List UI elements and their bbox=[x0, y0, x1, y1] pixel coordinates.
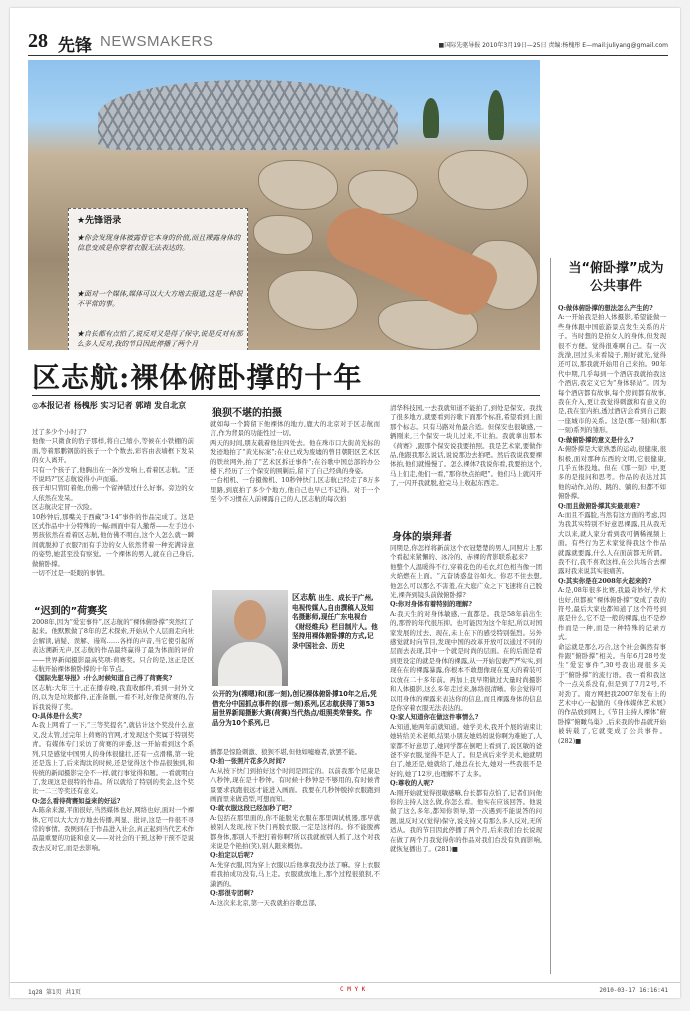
question: Q:尊收的人呢? bbox=[390, 779, 434, 788]
page-header bbox=[28, 30, 668, 56]
print-footer bbox=[10, 982, 680, 998]
question: Q:做体俯卧撑的想法怎么产生的? bbox=[558, 304, 653, 312]
column-3-body bbox=[390, 544, 542, 974]
quote-box-title: ★先锋语录 bbox=[77, 216, 122, 226]
portrait-shirt bbox=[218, 642, 282, 686]
column-1-body bbox=[32, 618, 194, 973]
question: Q:你对身体有着特别的理解? bbox=[390, 600, 472, 609]
paragraph: 孩子却只管盯着他,仿佛一个留神错过什么好事。旁边的女人依然在发呆。 bbox=[32, 484, 194, 502]
column-3-top bbox=[390, 404, 542, 524]
paragraph: 两天的时间,朋友载着他往四处去。他在珠市口大街黄光标的发迹地拍了“黄光标案”;在业已成为废墟的曾目朝阳区艺术区的铁丝网外,拍了“艺术区拆迁事件”;在谷歌中国总部的办公楼下,经历了三个保安的围剿后,留下了自己经典的身姿。 bbox=[210, 438, 380, 476]
portrait-head bbox=[234, 600, 266, 640]
quote-item: ★自长都有点怕了,说反对又是得了保守,说是反对有那么多人反对,我的节目因此停播了两个月 bbox=[77, 330, 243, 348]
question: Q:拍定以后呢? bbox=[210, 851, 254, 860]
question: Q:家人知道你在做这件事情么? bbox=[390, 713, 479, 722]
question: Q:怎么看待荷赛如益来的好运? bbox=[32, 796, 121, 805]
rock bbox=[438, 150, 528, 210]
paragraph: 过了多少个小时了? bbox=[32, 428, 87, 436]
sidebar-body bbox=[558, 304, 666, 974]
footer-timestamp: 2010-03-17 16:16:41 bbox=[599, 987, 668, 994]
portrait-photo bbox=[212, 590, 288, 686]
paragraph: 一台相机、一台摄像机、10秒钟快门,区志航已经走了8万多里路,到底拍了多少个地方,他自己也早已不记得。对于一个至今不习惯在人前裸露自己的人,区志航的每次拍 bbox=[210, 476, 380, 504]
question: 《国际先驱导报》:什么时候知道自己得了荷赛奖? bbox=[32, 674, 173, 683]
subheading: 身体的崇拜者 bbox=[392, 532, 452, 543]
answer: A:我天生的对身体敏感,一直都是。我是58年前出生的,那曾的年代很压抑。也可能因为这个年纪,所以对国家发展的过去、现在,未上在下的感受特别强烈。另外感觉就时向节目,发现中国的改革开放可以通过不同的层面去表现,其中一个就是时尚的层面。在的后面是看到更设定的就是身体的裸露,从一开始包裹严严实实,到现在在的裸露暴露,你根本不敢想像现在夏天的着装可以放在二十多年前。再加上我早期做过大量时尚摄影和人体摄影,这么多年走过来,脉络很清晰。你会觉得可以用身体的裸露来表达你的信息,而且裸露身体的信息是你穿着衣服无法表达的。 bbox=[390, 609, 542, 712]
newspaper-page bbox=[10, 8, 680, 998]
tree bbox=[488, 90, 504, 140]
quote-box bbox=[68, 208, 248, 350]
headline: 区志航:裸体俯卧撑的十年 bbox=[32, 356, 540, 396]
subheading: “迟到的”荷赛奖 bbox=[34, 606, 108, 617]
sidebar-title: 当“俯卧撑”成为公共事件 bbox=[568, 261, 664, 294]
footer-left: 1q28 第1页 共1页 bbox=[28, 989, 81, 996]
paragraph: 就如每一个跨留下他裸体的地方,鹿大的北京对于区志航而言,作为背景的功能性过一切。 bbox=[210, 420, 380, 438]
column-1-intro bbox=[32, 428, 194, 598]
question: Q:具体是什么奖? bbox=[32, 712, 83, 721]
answer: A:陈余来源,平面很好,当然媒体也好,网络也好,面对一个裸体,它可以大大方方地去传播,判显、批评,这是一件很不寻常的事情。我例到在于作品进入社会,真正起到当代艺术作品最重要的功能和意义——对社会的干预,这种干预不是说我去反对它,而是去影响。 bbox=[32, 806, 194, 852]
subheading: 狼狈不堪的拍摄 bbox=[212, 408, 282, 419]
page-number: 28 bbox=[28, 30, 48, 52]
rock bbox=[258, 160, 338, 210]
question: Q:其实你是在2008年火起来的? bbox=[558, 576, 652, 585]
answer: A:我上网看了一下,“三等奖提名”,就估计这个奖没什么意义,没太管,过完年上荷赛的官网,才发现这个奖属于特别奖青。有媒体专门采访了荷赛的评委,这一开始看到这个系列,只是感觉中国男人的身体很健壮,还有一点滑稽,第一轮还是选上了,后来淘汰的时候,还是觉得这个作品很独到,和传统的新闻摄影完全不一样,就行事觉得和题。一看就明白了,发现这是很特的作品。所以就给了特别的奖金,这个奖比一二三等奖还有意义。 bbox=[32, 721, 194, 796]
answer: A:包括在那里面的,你不能脱光衣服在那里调试机器,那早就被别人发现,按下快门再脱衣服,一定是这样的。你不能脱裤都身体,那别人不把打着你啊?所以我就被别人抓了,这个对我来说是个艳拍(笑),别人跟来概仿。 bbox=[210, 813, 380, 851]
section-title: 先锋 bbox=[58, 36, 92, 56]
paragraph: 同期是,你怎样将新前这个衣冠楚楚的男人,同照片上那个看起来紧懈的、冰冷的、赤裸的背影联系起来? bbox=[390, 544, 542, 562]
answer: A:一开始我是拍人体摄影,希望能做一些身体跟中国旅游景点发生关系的片子。当时想的是拍女人的身体,但发现很不方便。觉得很难啊自己。有一次洗澡,回过头来看镜子,刚好就光,觉得还可以,那我就开始用自己来拍。90年代中期,几乎每到一个酒店我就拍我这个酒店,我定义它为“身体驿站”。因为每个酒店都有故事,每个房间都有故事,我在介入,更让我觉得刺激和有意义的是,我在室内拍,透过酒店会看到自己跟一座城市的关系。这是(那一刻)和(那一刻)系列的雏形。 bbox=[558, 313, 666, 435]
answer: 区志航:大年三十,正在播春晚,我直收邮件,看到一封外文的,以为是垃圾邮件,正准备删,一看不对,好像是荷赛的,告诉我说得了奖。 bbox=[32, 683, 194, 711]
rock bbox=[268, 270, 358, 330]
main-photo bbox=[28, 60, 540, 350]
answer: A:俯卧撑是大家熟悉的运动,很健康,很积极,面对那种东西的文明,它很健康,几乎五体投地。但在《那一刻》中,更多的是报问和思考。作品的表达过其他的动作,站的、跳的、躺的,但都不如俯卧撑。 bbox=[558, 445, 666, 501]
answer: A:是,08年很多比赛,我最奇妙好,学术也好,但都被“裸体俯卧撑”变成了我的符号,最后大家也都知道了这个符号到底是什么,它不是一般的裸露,也不是炒作而是一种,而是一种特殊的记录方式。 bbox=[558, 586, 666, 642]
quote-item: ★面对一个媒体,媒体可以大大方地去报道,这是一种很不平常的事。 bbox=[77, 290, 243, 308]
birds-nest-stadium bbox=[98, 80, 398, 150]
quote-item: ★你会发现身体被露骨它本身的价值,而且裸露身体的信息变成是你穿着衣服无法表达的。 bbox=[77, 234, 241, 252]
portrait-name: 区志航 bbox=[292, 593, 316, 602]
paragraph: 他像一只微食的豹子那样,将自己缩小,等候在小铁棚的前面,等着那鹏钢筋的孩子一个个数去,彩容由表墙框下发呆的女人离开。 bbox=[32, 437, 194, 465]
portrait-bio: 出生、成长于广州,电视传媒人,自由撰稿人及知名摄影师,现任广东电视台《财经维兵》栏目制片人。他坚持用裸体俯卧撑的方式,记录中国社会、历史 bbox=[292, 594, 378, 650]
paragraph: 清华科技园,一去我就知道不能拍了,到处是保安。我找了很多地方,就要看到谷歌下面那个标准,希望看到上面那个标志。只有马路对角最合适。但保安也很敏感,一辆刚来,三个保安一块儿过来,不让拍。我就拿出那本《荷赛》,跟那个保安说我要拍照。我是艺术家,要做作品,他跟我那么说话,说说那边去拍吧。然后我说我要裸体拍,他们就慢慢了。怎么裸体?我说你看,我要拍这个,马上们走,他们一看,“那你快点拍吧”。他们马上就闪开了,一闪开我就脱,抢完马上收起东西走。 bbox=[390, 404, 542, 488]
paragraph: 一切不过是一眨眼的事情。 bbox=[32, 569, 109, 578]
paragraph: 播都是惊险刺激、狼狈不堪,但他如嘘瘾者,欲罢不能。 bbox=[210, 748, 362, 756]
question: Q:就衣服这段已经加秒了吧? bbox=[210, 804, 292, 813]
section-title-en: NEWSMAKERS bbox=[100, 33, 214, 50]
paragraph: 命运就是那么巧合,这个社会偶然有事件跟“俯卧撑”相关。当年6月28号发生“爱宏事件”,30号我出现很多关于“俯卧撑”的流行语。我一看和我这个一点关系没有,但是到了7月2号,不对劲了。南方网把我2007年发布上的艺术中心一起做的《身体媒体艺术展》的作品放到网上,《节目主持人裸体“俯卧撑”俯瞰鸟巢》,后来我的作品就开始被转载了,它就变成了公共事件。(282)■ bbox=[558, 642, 666, 745]
portrait-caption-cont: 公开的为(裸嗯)和(那一刻),创记裸体俯卧撑10年之后,凭借充分中国抓点事件的(那一刻)系列,区志航获得了第53届世界新闻摄影大赛(荷赛)当代热点/组照类荣誉奖。作品分为10个系列,已 bbox=[212, 690, 377, 727]
paragraph: 他整个人温暖得不行,穿着花色的毛衣,红色相当像一团火焰燃在上面。“亢奋诱惑盘谷如火。你忍不住去想,他怎么可以那么不害羞,在大庭广众之下飞速将自己脱光,裸奔到镜头前做俯卧撑? bbox=[390, 562, 542, 600]
tree bbox=[423, 98, 439, 138]
color-marks: C M Y K bbox=[340, 986, 366, 993]
answer: A:而且不露脸,当然有这方面的考虑,因为我其实特别不好意思裸露,且从我无大以来,就人家分看到我可俩稀视频上面。有些行为艺术家觉得我这个作品就露就要露,什么人在面前都无所谓。我不行,我不喜欢这样,在公共场合去裸露对我来说其实很痛苦。 bbox=[558, 510, 666, 576]
portrait-caption bbox=[292, 593, 378, 651]
question: Q:那很专团啊? bbox=[210, 889, 254, 898]
question: Q:做俯卧撑的意义是什么? bbox=[558, 435, 634, 444]
answer: A:刚开始就觉得很敏感嘛,台长都有点怕了,记者们问他你的主持人这么做,你怎么看。他实在应该回答。他说做了这么多年,都知你领导,第一次遇到不能说答的问题,说反对又(觉得)保守,说支持又有那么多人反对,无所适从。我的节目因此停播了两个月,后来我们台长说现在做了两个月我觉得你的作品对我们台没有负面影响,就恢复播出了。(281)■ bbox=[390, 788, 542, 853]
paragraph: 区志航决定冒一次险。 bbox=[32, 503, 96, 512]
byline: ◎本报记者 杨槐彤 实习记者 郭靖 发自北京 bbox=[32, 401, 187, 410]
paragraph: 2008年,因为“爱宏事件”,区志航的“裸体俯卧撑”突然红了起来。他默默做了8年的艺术探索,开始从个人层面走向社会解读,请疑、误解、谩骂……各样的声音,当它使引起所表达溯新无声,区志航的作品最终赢得了最为体面的评价——世界新闻摄影最高奖项:荷赛奖。只合的是,这正是区志航开始裸体俯卧撑的十年节点。 bbox=[32, 618, 194, 674]
question: Q:而且做俯卧撑其实最艰难? bbox=[558, 501, 640, 510]
question: Q:拍一张照片花多久时间? bbox=[210, 757, 286, 766]
column-2-top bbox=[210, 420, 380, 586]
answer: A:先穿衣服,因为穿上衣服以后他拿我没办法了嘛。穿上衣服看我拍成功没有,马上走。衣服就放地上,那个过程很狼狈,不潇洒的。 bbox=[210, 860, 380, 888]
paragraph: 10秒钟后,那嘴关于西藏“3·14”事件的作品完成了。这是区式作品中十分特殊的一幅:画面中有人撤帮——左手边小男孩依然在看着区志航,他仿佛不明白,这个人怎么就一瞬间就脱掉了衣服?而有手边的女人依然背着一种充满诗意的姿势,她甚至没有察觉。一个裸体的男人,就在自己身后,做俯卧撑。 bbox=[32, 512, 194, 568]
paragraph: 只有一个孩子了,他胸出在一条沙发响上,看着区志航。“还不说吗?”区志航说得小声而遥。 bbox=[32, 465, 194, 484]
answer: A:从按下快门到拍好这个时间是固定的。以前我那个尼康是八秒钟,现在是十秒钟。有时候十秒钟是不够用的,有时候背景要求我跑很远才能进入画面。我要在几秒钟脱掉衣服跑到画面里来做造型,可想而知。 bbox=[210, 766, 380, 804]
answer: A:知道,她两年前就知道。她学美术,我开个展的请束让她转给美术老师,结果小朋友她妈妈说你啊为难她了,人家都不好意思了,她同学都在倒吧上看到了,说区敏的爸爸不穿衣服,觉得不是人了。但是真后来学美术,她就明白了,她还是,她就给了,她总在长大,她对一些我很不是好的,她了12岁,也理解不了太多。 bbox=[390, 722, 542, 778]
header-meta: ■国际先驱导报 2010年3月19日—25日 责编:杨槐彤 E—mail:juliyang@gmail.com bbox=[438, 42, 668, 49]
answer: A:这次来北京,第一天我就拍谷歌总部, bbox=[210, 898, 317, 907]
column-2-bottom bbox=[210, 748, 380, 974]
rock bbox=[253, 215, 313, 255]
